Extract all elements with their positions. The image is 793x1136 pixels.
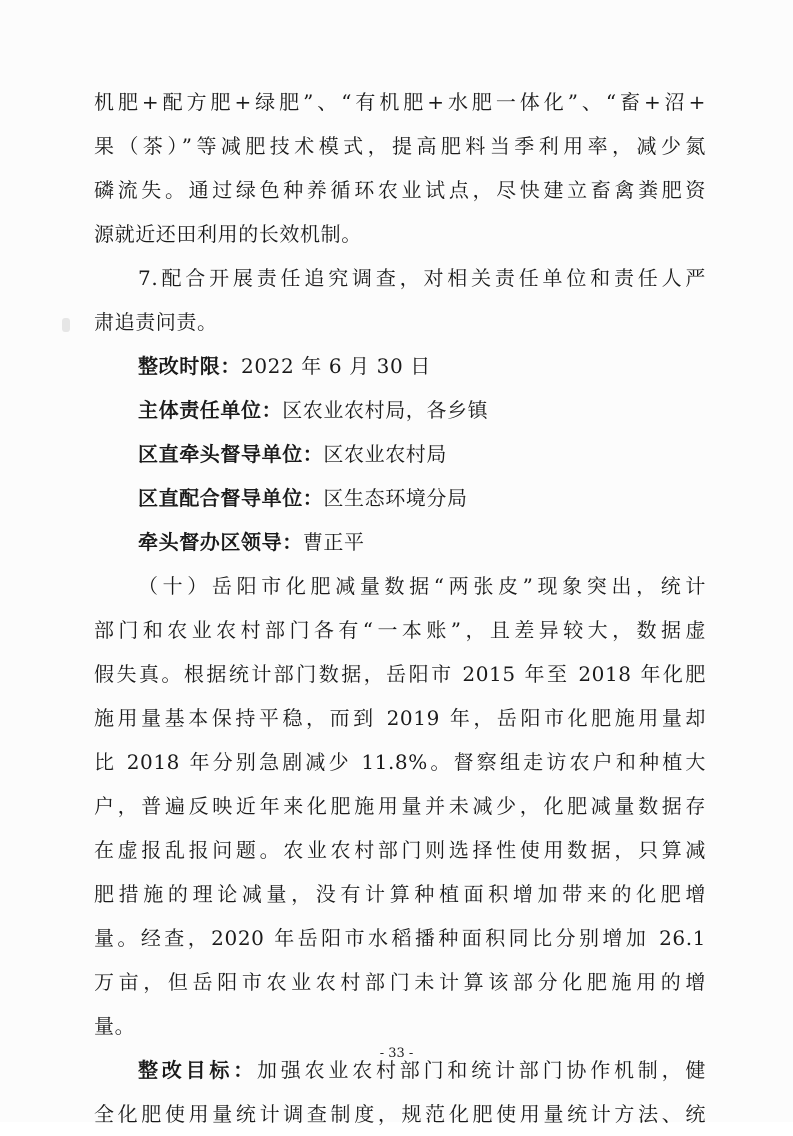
text-line: 磷流失。通过绿色种养循环农业试点，尽快建立畜禽粪肥资 — [94, 178, 706, 202]
target-text: 加强农业农村部门和统计部门协作机制，健 — [257, 1058, 706, 1082]
field-lead-supervisor — [94, 432, 706, 476]
text-line: 在虚报乱报问题。农业农村部门则选择性使用数据，只算减 — [94, 838, 706, 862]
field-deadline — [94, 344, 706, 388]
field-label: 区直牵头督导单位： — [138, 442, 324, 466]
page-number: - 33 - — [379, 1046, 414, 1061]
field-value: 区农业农村局 — [323, 442, 448, 466]
text-line: 7.配合开展责任追究调查，对相关责任单位和责任人严 — [138, 266, 706, 290]
field-coop-supervisor — [94, 476, 706, 520]
rectification-fields — [94, 344, 706, 564]
text-line: 户，普遍反映近年来化肥施用量并未减少，化肥减量数据存 — [94, 794, 706, 818]
text-line: 源就近还田利用的长效机制。 — [94, 222, 362, 246]
field-value: 区农业农村局，各乡镇 — [282, 398, 489, 422]
text-line: 部门和农业农村部门各有“一本账”，且差异较大，数据虚 — [94, 618, 706, 642]
paragraph-fertilizer-models — [94, 80, 706, 256]
field-label: 牵头督办区领导： — [138, 530, 303, 554]
field-leader — [94, 520, 706, 564]
text-line: 机肥+配方肥+绿肥”、“有机肥+水肥一体化”、“畜+沼+ — [94, 90, 706, 114]
text-line: 万亩，但岳阳市农业农村部门未计算该部分化肥施用的增 — [94, 970, 706, 994]
paragraph-accountability — [94, 256, 706, 344]
text-line: 全化肥使用量统计调查制度，规范化肥使用量统计方法、统 — [94, 1102, 706, 1126]
text-line: 假失真。根据统计部门数据，岳阳市 2015 年至 2018 年化肥 — [94, 662, 706, 686]
paragraph-target — [94, 1048, 706, 1136]
field-label: 区直配合督导单位： — [138, 486, 324, 510]
field-main-unit — [94, 388, 706, 432]
field-value: 曹正平 — [302, 530, 365, 554]
text-line: 量。 — [94, 1014, 136, 1038]
text-line: 量。经查，2020 年岳阳市水稻播种面积同比分别增加 26.1 — [94, 926, 706, 950]
scan-margin-mark — [62, 318, 70, 332]
text-line: 果（茶）”等减肥技术模式，提高肥料当季利用率，减少氮 — [94, 134, 706, 158]
field-value: 2022 年 6 月 30 日 — [241, 354, 431, 378]
target-label: 整改目标： — [138, 1058, 257, 1082]
text-line: 肃追责问责。 — [94, 310, 218, 334]
text-line: 比 2018 年分别急剧减少 11.8%。督察组走访农户和种植大 — [94, 750, 706, 774]
field-label: 整改时限： — [138, 354, 241, 378]
text-line: （十）岳阳市化肥减量数据“两张皮”现象突出，统计 — [138, 574, 706, 598]
field-label: 主体责任单位： — [138, 398, 283, 422]
text-line: 肥措施的理论减量，没有计算种植面积增加带来的化肥增 — [94, 882, 706, 906]
document-body — [94, 80, 706, 1136]
paragraph-section-10 — [94, 564, 706, 1048]
field-value: 区生态环境分局 — [323, 486, 468, 510]
text-line: 施用量基本保持平稳，而到 2019 年，岳阳市化肥施用量却 — [94, 706, 706, 730]
